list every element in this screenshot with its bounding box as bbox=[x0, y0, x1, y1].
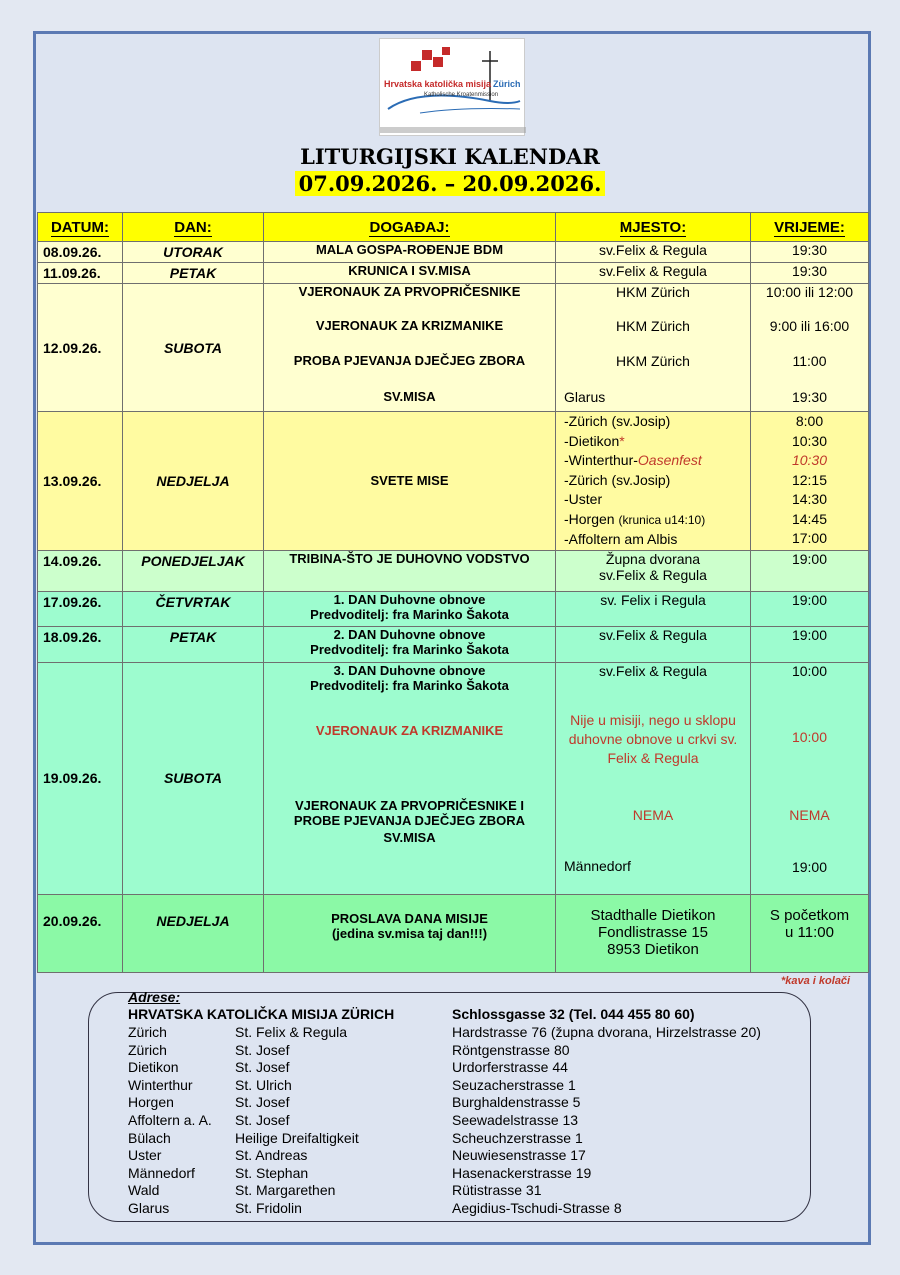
address-city: Zürich bbox=[128, 1041, 167, 1058]
row-time: 19:00 bbox=[751, 550, 869, 591]
row-times bbox=[751, 284, 869, 412]
row-places bbox=[556, 284, 751, 412]
place-item: sv.Felix & Regula bbox=[599, 566, 707, 583]
date-range: 07.09.2026. – 20.09.2026. bbox=[0, 171, 900, 196]
address-city: Wald bbox=[128, 1182, 160, 1199]
row-event: TRIBINA-ŠTO JE DUHOVNO VODSTVO bbox=[264, 550, 556, 591]
address-city: Männedorf bbox=[128, 1164, 195, 1181]
logo-name: Hrvatska katolička misija bbox=[384, 79, 492, 89]
time-item: NEMA bbox=[789, 806, 830, 823]
address-address: Hardstrasse 76 (župna dvorana, Hirzelstrasse 20) bbox=[452, 1024, 761, 1040]
page-title: LITURGIJSKI KALENDAR bbox=[300, 144, 600, 169]
event-item: VJERONAUK ZA KRIZMANIKE bbox=[315, 722, 504, 738]
header-event: DOGAĐAJ: bbox=[264, 213, 556, 242]
row-day: PONEDJELJAK bbox=[123, 550, 264, 591]
address-church: St. Ulrich bbox=[235, 1076, 292, 1093]
address-city: Uster bbox=[128, 1147, 162, 1164]
row-date: 14.09.26. bbox=[38, 550, 123, 591]
mission-address: Schlossgasse 32 (Tel. 044 455 80 60) bbox=[452, 1006, 695, 1022]
address-city: Affoltern a. A. bbox=[128, 1112, 212, 1128]
row-day: PETAK bbox=[123, 626, 264, 662]
place-item: HKM Zürich bbox=[616, 353, 690, 369]
address-church: St. Margarethen bbox=[235, 1182, 336, 1199]
time-item: 19:00 bbox=[791, 858, 828, 875]
event-item: Predvoditelj: fra Marinko Šakota bbox=[310, 606, 509, 622]
event-item: PROBE PJEVANJA DJEČJEG ZBORA bbox=[293, 812, 526, 828]
row-places bbox=[556, 894, 751, 972]
table-row bbox=[38, 263, 869, 284]
place-item: -Uster bbox=[564, 491, 603, 507]
row-place: sv.Felix & Regula bbox=[556, 263, 751, 284]
place-item: Glarus bbox=[564, 389, 606, 405]
address-city: Dietikon bbox=[128, 1059, 179, 1076]
row-places bbox=[556, 550, 751, 591]
place-item: -Horgen (krunica u14:10) bbox=[564, 510, 706, 527]
event-item: VJERONAUK ZA PRVOPRIČESNIKE I bbox=[295, 797, 524, 813]
row-place: sv.Felix & Regula bbox=[556, 242, 751, 263]
event-item: SV.MISA bbox=[383, 829, 436, 845]
header-time: VRIJEME: bbox=[751, 213, 869, 242]
place-item: Stadthalle Dietikon bbox=[590, 906, 716, 924]
event-item: SV.MISA bbox=[383, 389, 436, 404]
time-item: 9:00 ili 16:00 bbox=[769, 318, 850, 334]
event-item: Predvoditelj: fra Marinko Šakota bbox=[310, 677, 509, 693]
place-item: Župna dvorana bbox=[605, 550, 701, 567]
table-row bbox=[38, 412, 869, 551]
row-times bbox=[751, 412, 869, 551]
row-date: 08.09.26. bbox=[38, 242, 123, 263]
table-row bbox=[38, 626, 869, 662]
table-row bbox=[38, 662, 869, 894]
time-item: S početkom bbox=[769, 906, 850, 924]
address-church: St. Fridolin bbox=[235, 1200, 302, 1216]
table-row bbox=[38, 591, 869, 626]
address-church: St. Josef bbox=[235, 1059, 290, 1076]
address-city: Zürich bbox=[128, 1024, 167, 1040]
footnote: *kava i kolači bbox=[781, 975, 851, 987]
place-item: -Affoltern am Albis bbox=[564, 531, 678, 547]
logo-subtitle: Katholische Kroatenmission bbox=[424, 92, 499, 98]
table-row bbox=[38, 242, 869, 263]
logo-city: Zürich bbox=[493, 79, 521, 89]
time-item: 17:00 bbox=[791, 530, 828, 546]
row-events bbox=[264, 894, 556, 972]
time-item: 10:00 ili 12:00 bbox=[765, 284, 854, 300]
address-address: Seewadelstrasse 13 bbox=[452, 1112, 579, 1128]
row-date: 12.09.26. bbox=[38, 284, 123, 412]
time-item: 10:30 bbox=[791, 432, 828, 449]
row-places bbox=[556, 412, 751, 551]
time-item: 8:00 bbox=[795, 413, 824, 429]
row-time: 19:00 bbox=[751, 591, 869, 626]
address-city: Glarus bbox=[128, 1200, 170, 1216]
address-church: Heilige Dreifaltigkeit bbox=[235, 1129, 359, 1146]
address-city: Winterthur bbox=[128, 1076, 193, 1093]
event-item: PROSLAVA DANA MISIJE bbox=[331, 910, 488, 926]
place-item: sv.Felix & Regula bbox=[599, 662, 707, 679]
row-date: 18.09.26. bbox=[38, 626, 123, 662]
event-item: Predvoditelj: fra Marinko Šakota bbox=[310, 641, 509, 657]
event-item: 3. DAN Duhovne obnove bbox=[333, 662, 486, 678]
mission-name: HRVATSKA KATOLIČKA MISIJA ZÜRICH bbox=[128, 1006, 395, 1022]
row-time: 19:30 bbox=[751, 263, 869, 284]
table-row bbox=[38, 550, 869, 591]
address-church: St. Andreas bbox=[235, 1147, 308, 1164]
time-item: 10:00 bbox=[791, 728, 828, 745]
row-events bbox=[264, 591, 556, 626]
row-place: sv. Felix i Regula bbox=[556, 591, 751, 626]
place-item: 8953 Dietikon bbox=[607, 940, 699, 958]
time-item: 14:45 bbox=[791, 510, 828, 527]
row-events bbox=[264, 626, 556, 662]
row-date: 17.09.26. bbox=[38, 591, 123, 626]
place-item: NEMA bbox=[632, 806, 674, 823]
address-address: Seuzacherstrasse 1 bbox=[452, 1076, 576, 1093]
time-item: 11:00 bbox=[792, 353, 827, 369]
row-event: SVETE MISE bbox=[264, 412, 556, 551]
address-title: Adrese: bbox=[128, 989, 181, 1005]
row-places bbox=[556, 662, 751, 894]
row-date: 11.09.26. bbox=[38, 263, 123, 284]
address-church: St. Felix & Regula bbox=[235, 1024, 348, 1040]
time-item: 14:30 bbox=[791, 491, 828, 507]
address-church: St. Stephan bbox=[235, 1164, 309, 1181]
row-day: SUBOTA bbox=[123, 284, 264, 412]
place-item: HKM Zürich bbox=[616, 284, 690, 300]
address-address: Neuwiesenstrasse 17 bbox=[452, 1147, 586, 1164]
address-address: Urdorferstrasse 44 bbox=[452, 1059, 568, 1076]
time-item: 10:30 bbox=[791, 452, 828, 468]
place-item: HKM Zürich bbox=[616, 318, 690, 334]
header-day: DAN: bbox=[123, 213, 264, 242]
table-header bbox=[38, 213, 869, 242]
row-day: NEDJELJA bbox=[123, 894, 264, 972]
time-item: 12:15 bbox=[791, 471, 828, 488]
address-address: Burghaldenstrasse 5 bbox=[452, 1094, 581, 1111]
place-item: Nije u misiji, nego u sklopu duhovne obnove u crkvi sv. Felix & Regula bbox=[568, 711, 738, 766]
place-item: -Winterthur-Oasenfest bbox=[564, 452, 702, 468]
address-address: Röntgenstrasse 80 bbox=[452, 1041, 570, 1058]
address-church: St. Josef bbox=[235, 1094, 290, 1111]
event-item: 1. DAN Duhovne obnove bbox=[333, 591, 486, 607]
time-item: u 11:00 bbox=[785, 923, 834, 941]
time-item: 10:00 bbox=[791, 662, 828, 679]
row-events bbox=[264, 662, 556, 894]
mission-logo bbox=[379, 38, 525, 136]
event-item: VJERONAUK ZA PRVOPRIČESNIKE bbox=[298, 284, 521, 299]
calendar-table bbox=[37, 212, 869, 973]
row-day: UTORAK bbox=[123, 242, 264, 263]
row-times bbox=[751, 894, 869, 972]
address-address: Scheuchzerstrasse 1 bbox=[452, 1129, 583, 1146]
row-day: SUBOTA bbox=[123, 662, 264, 894]
row-event: MALA GOSPA-ROĐENJE BDM bbox=[264, 242, 556, 263]
table-row bbox=[38, 284, 869, 412]
header-date: DATUM: bbox=[38, 213, 123, 242]
event-item: PROBA PJEVANJA DJEČJEG ZBORA bbox=[293, 353, 526, 368]
row-date: 13.09.26. bbox=[38, 412, 123, 551]
time-item: 19:30 bbox=[791, 389, 828, 405]
place-item: -Zürich (sv.Josip) bbox=[564, 471, 671, 488]
place-item: Fondlistrasse 15 bbox=[597, 923, 709, 941]
event-item: (jedina sv.misa taj dan!!!) bbox=[331, 925, 488, 941]
row-time: 19:30 bbox=[751, 242, 869, 263]
row-day: NEDJELJA bbox=[123, 412, 264, 551]
row-time: 19:00 bbox=[751, 626, 869, 662]
row-times bbox=[751, 662, 869, 894]
address-city: Horgen bbox=[128, 1094, 174, 1111]
row-place: sv.Felix & Regula bbox=[556, 626, 751, 662]
event-item: VJERONAUK ZA KRIZMANIKE bbox=[315, 318, 504, 333]
event-item: 2. DAN Duhovne obnove bbox=[333, 626, 486, 642]
row-event: KRUNICA I SV.MISA bbox=[264, 263, 556, 284]
address-address: Aegidius-Tschudi-Strasse 8 bbox=[452, 1200, 622, 1216]
address-address: Rütistrasse 31 bbox=[452, 1182, 542, 1199]
row-events bbox=[264, 284, 556, 412]
row-day: PETAK bbox=[123, 263, 264, 284]
row-date: 19.09.26. bbox=[38, 662, 123, 894]
place-item: -Dietikon* bbox=[564, 432, 625, 449]
row-day: ČETVRTAK bbox=[123, 591, 264, 626]
place-item: Männedorf bbox=[564, 857, 631, 874]
row-date: 20.09.26. bbox=[38, 894, 123, 972]
table-row bbox=[38, 894, 869, 972]
address-address: Hasenackerstrasse 19 bbox=[452, 1164, 592, 1181]
address-church: St. Josef bbox=[235, 1041, 290, 1058]
header-place: MJESTO: bbox=[556, 213, 751, 242]
place-item: -Zürich (sv.Josip) bbox=[564, 413, 671, 429]
address-city: Bülach bbox=[128, 1129, 171, 1146]
address-church: St. Josef bbox=[235, 1112, 290, 1128]
